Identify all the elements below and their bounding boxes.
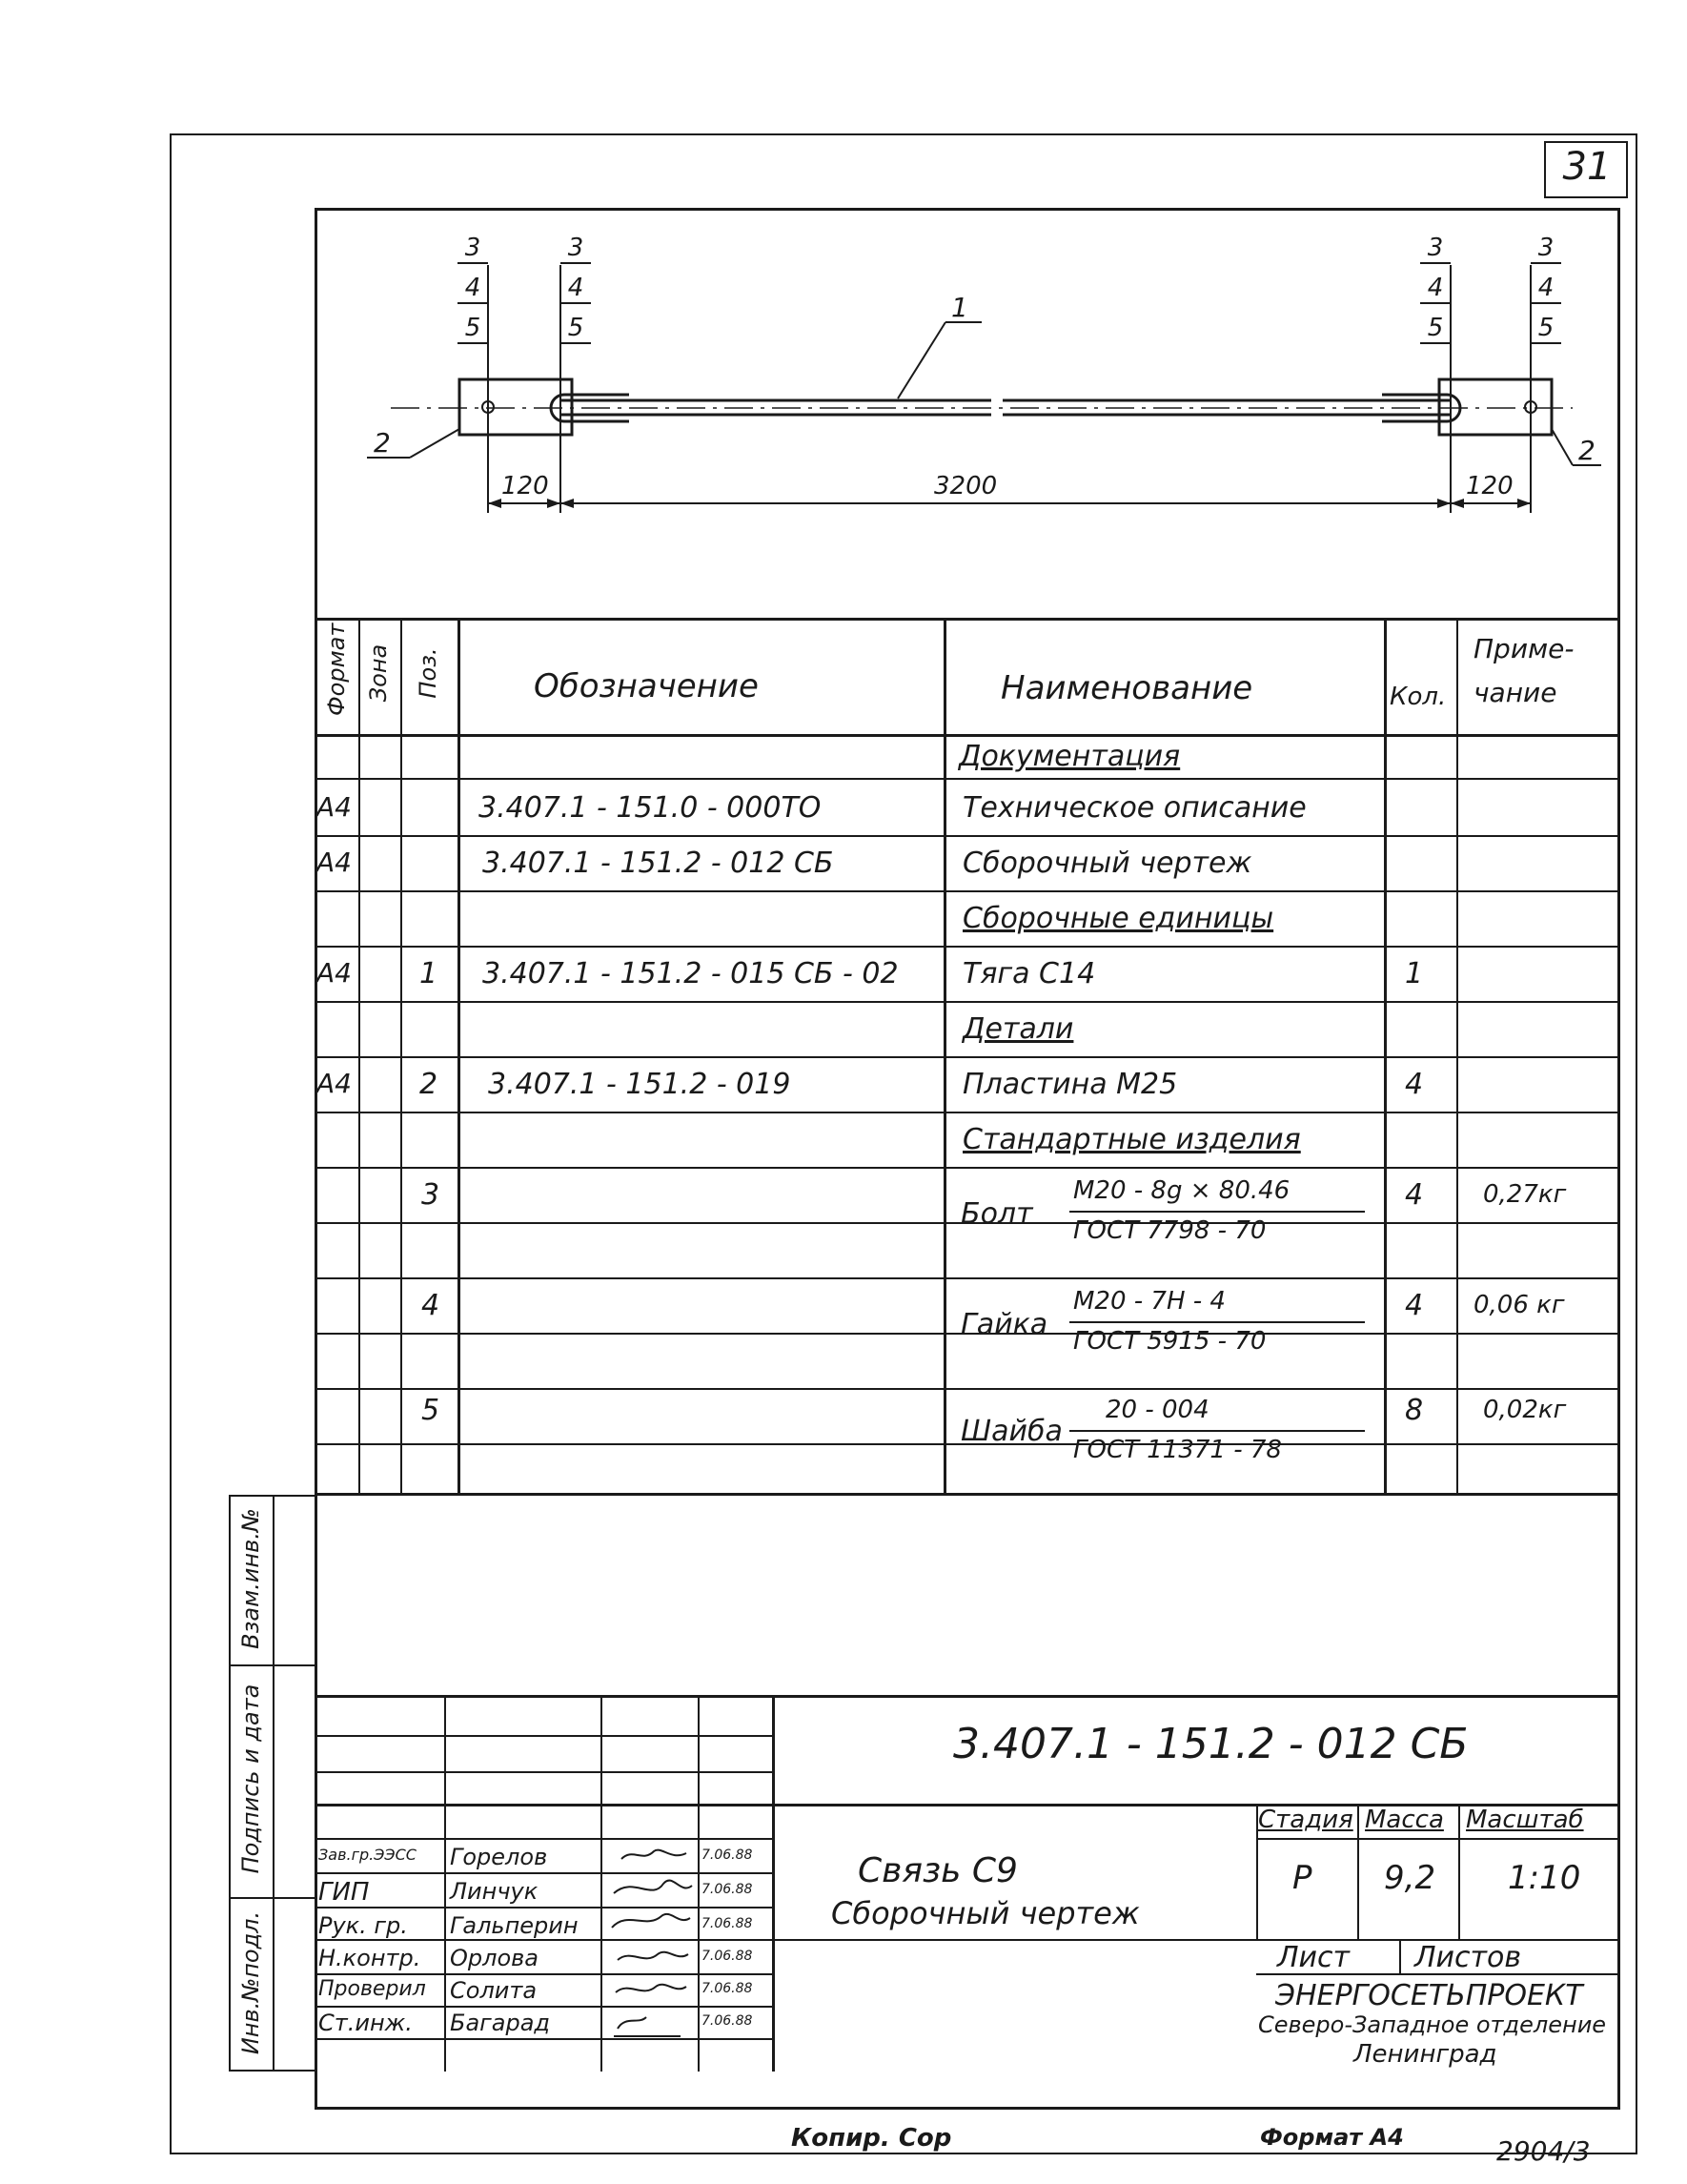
doc-code: 3.407.1 - 151.2 - 012 СБ xyxy=(953,1720,1469,1768)
sheet-number: 31 xyxy=(1562,145,1612,189)
date-3: 7.06.88 xyxy=(701,1949,753,1964)
doc2-format: А4 xyxy=(316,847,352,878)
role-2: Рук. гр. xyxy=(318,1912,408,1939)
row-line xyxy=(315,1388,1620,1390)
asm1-format: А4 xyxy=(316,957,352,989)
std3-name: Шайба xyxy=(961,1415,1063,1448)
std1-pos: 3 xyxy=(421,1178,440,1212)
scale-label: Масштаб xyxy=(1466,1806,1584,1834)
callout-l1-a: 3 xyxy=(464,234,481,262)
side-stamp-inv-orig: Инв.№подл. xyxy=(237,1910,264,2055)
std2-name: Гайка xyxy=(961,1308,1048,1341)
tb-right-col xyxy=(1399,1939,1401,1973)
tb-right-col xyxy=(1357,1804,1359,1939)
sheets-label: Листов xyxy=(1414,1941,1522,1974)
org-city: Ленинград xyxy=(1353,2040,1497,2069)
header-designation: Обозначение xyxy=(534,667,759,705)
header-qty: Кол. xyxy=(1390,683,1447,711)
doc2-name: Сборочный чертеж xyxy=(963,847,1252,880)
part1-qty: 4 xyxy=(1405,1068,1424,1101)
signatures xyxy=(604,1838,698,2072)
side-stamp-divider xyxy=(273,1495,274,2072)
sheet-label: Лист xyxy=(1277,1941,1351,1974)
date-4: 7.06.88 xyxy=(701,1981,753,1996)
tb-row xyxy=(315,1907,774,1908)
header-zone: Зона xyxy=(365,643,392,703)
part1-format: А4 xyxy=(316,1068,352,1099)
leader-1-label: 1 xyxy=(951,292,968,323)
part1-name: Пластина М25 xyxy=(963,1068,1178,1101)
mass-label: Масса xyxy=(1365,1806,1444,1834)
part1-pos: 2 xyxy=(419,1068,438,1101)
std3-spec: 20 - 004 xyxy=(1106,1396,1209,1424)
tb-row xyxy=(315,2006,774,2008)
tb-row xyxy=(315,1735,774,1737)
row-line xyxy=(315,1167,1620,1169)
side-stamp-row xyxy=(229,1664,316,1666)
leader-2-left-label: 2 xyxy=(374,427,391,459)
callout-r2-c: 5 xyxy=(1537,314,1555,342)
callout-r1-b: 4 xyxy=(1427,274,1444,302)
asm1-name: Тяга С14 xyxy=(963,957,1096,990)
callout-l2-c: 5 xyxy=(567,314,584,342)
person-5: Багарад xyxy=(450,2010,551,2036)
std3-qty: 8 xyxy=(1405,1394,1424,1427)
title-line-2: Сборочный чертеж xyxy=(831,1895,1140,1931)
std1-note: 0,27кг xyxy=(1483,1180,1567,1209)
std1-fraction-bar xyxy=(1069,1211,1365,1213)
side-stamp-inv-sub: Взам.инв.№ xyxy=(237,1508,264,1649)
stage-value: Р xyxy=(1292,1859,1312,1897)
tb-right-col xyxy=(1458,1804,1460,1939)
row-line xyxy=(315,835,1620,837)
left-plate xyxy=(459,379,572,435)
col-line xyxy=(944,618,946,1495)
std3-note: 0,02кг xyxy=(1483,1396,1567,1424)
right-plate xyxy=(1439,379,1552,435)
date-2: 7.06.88 xyxy=(701,1916,753,1931)
dim-left: 120 xyxy=(501,472,549,500)
tb-col xyxy=(698,1695,700,2072)
org-branch: Северо-Западное отделение xyxy=(1258,2011,1607,2038)
std2-standard: ГОСТ 5915 - 70 xyxy=(1073,1327,1267,1356)
role-3: Н.контр. xyxy=(318,1945,421,1971)
header-pos: Поз. xyxy=(415,647,441,699)
callout-l2-a: 3 xyxy=(567,234,584,262)
tb-row xyxy=(315,1838,774,1840)
row-line xyxy=(315,1056,1620,1058)
tb-row xyxy=(315,1872,774,1874)
person-3: Орлова xyxy=(450,1945,539,1971)
header-note-2: чание xyxy=(1474,677,1557,708)
row-line xyxy=(315,946,1620,948)
tb-row xyxy=(315,2038,774,2040)
mass-value: 9,2 xyxy=(1384,1859,1436,1897)
part1-designation: 3.407.1 - 151.2 - 019 xyxy=(488,1068,791,1101)
col-line xyxy=(400,618,402,1495)
row-line xyxy=(315,1001,1620,1003)
leader-2-right-label: 2 xyxy=(1578,435,1596,466)
stage-label: Стадия xyxy=(1258,1806,1353,1834)
section-documentation: Документация xyxy=(959,740,1181,773)
tb-row xyxy=(315,1973,774,1975)
tb-right-row xyxy=(1256,1838,1620,1840)
tb-col xyxy=(600,1695,602,2072)
std1-qty: 4 xyxy=(1405,1178,1424,1212)
table-header-bottom xyxy=(315,734,1620,737)
header-note-1: Приме- xyxy=(1474,633,1575,664)
row-line xyxy=(315,1277,1620,1279)
role-5: Ст.инж. xyxy=(318,2010,413,2036)
date-5: 7.06.88 xyxy=(701,2013,753,2029)
std1-standard: ГОСТ 7798 - 70 xyxy=(1073,1216,1267,1245)
footer-copied: Копир. Сор xyxy=(791,2124,952,2153)
callout-r2-a: 3 xyxy=(1537,234,1555,262)
table-bottom-border xyxy=(315,1493,1620,1496)
row-line xyxy=(315,890,1620,892)
section-standard: Стандартные изделия xyxy=(963,1123,1301,1156)
std3-standard: ГОСТ 11371 - 78 xyxy=(1073,1436,1282,1464)
std3-pos: 5 xyxy=(421,1394,440,1427)
person-0: Горелов xyxy=(450,1844,548,1870)
callout-l1-b: 4 xyxy=(464,274,481,302)
assembly-drawing xyxy=(315,208,1620,618)
person-4: Солита xyxy=(450,1977,538,2004)
org-name: ЭНЕРГОСЕТЬПРОЕКТ xyxy=(1275,1979,1583,2012)
dim-right: 120 xyxy=(1466,472,1514,500)
tb-col xyxy=(444,1695,446,2072)
callout-l2-b: 4 xyxy=(567,274,584,302)
header-name: Наименование xyxy=(1001,669,1253,707)
callout-l1-c: 5 xyxy=(464,314,481,342)
tb-col xyxy=(772,1695,775,2072)
dim-middle: 3200 xyxy=(934,472,998,500)
table-top-border xyxy=(315,618,1620,621)
std2-note: 0,06 кг xyxy=(1474,1291,1565,1319)
std2-qty: 4 xyxy=(1405,1289,1424,1322)
std2-fraction-bar xyxy=(1069,1321,1365,1323)
doc1-designation: 3.407.1 - 151.0 - 000ТО xyxy=(478,791,822,825)
person-1: Линчук xyxy=(450,1878,539,1905)
doc1-format: А4 xyxy=(316,791,352,823)
doc1-name: Техническое описание xyxy=(963,791,1307,825)
callout-r1-c: 5 xyxy=(1427,314,1444,342)
role-4: Проверил xyxy=(318,1977,426,2001)
col-line xyxy=(358,618,360,1495)
col-line xyxy=(457,618,460,1495)
person-2: Гальперин xyxy=(450,1912,579,1939)
date-0: 7.06.88 xyxy=(701,1847,753,1863)
scale-value: 1:10 xyxy=(1508,1859,1581,1897)
std3-fraction-bar xyxy=(1069,1430,1365,1432)
title-line-1: Связь С9 xyxy=(858,1851,1018,1890)
callout-r1-a: 3 xyxy=(1427,234,1444,262)
header-format: Формат xyxy=(323,623,350,716)
callout-r2-b: 4 xyxy=(1537,274,1555,302)
role-0: Зав.гр.ЭЭСС xyxy=(318,1846,417,1864)
std1-name: Болт xyxy=(961,1197,1033,1231)
col-line xyxy=(1384,618,1387,1495)
date-1: 7.06.88 xyxy=(701,1882,753,1897)
row-line xyxy=(315,1112,1620,1113)
footer-format: Формат А4 xyxy=(1260,2124,1404,2151)
title-block-top xyxy=(315,1695,1620,1698)
asm1-designation: 3.407.1 - 151.2 - 015 СБ - 02 xyxy=(482,957,899,990)
asm1-qty: 1 xyxy=(1405,957,1424,990)
std2-spec: М20 - 7Н - 4 xyxy=(1073,1287,1226,1316)
section-assemblies: Сборочные единицы xyxy=(963,902,1274,935)
asm1-pos: 1 xyxy=(419,957,438,990)
tb-row xyxy=(315,1771,774,1773)
std1-spec: М20 - 8g × 80.46 xyxy=(1073,1176,1291,1205)
side-stamp-sign-date: Подпись и дата xyxy=(237,1684,264,1874)
footer-archive: 2904/3 xyxy=(1496,2135,1591,2167)
doc2-designation: 3.407.1 - 151.2 - 012 СБ xyxy=(482,847,834,880)
section-parts: Детали xyxy=(963,1012,1074,1046)
col-line xyxy=(1456,618,1458,1495)
std2-pos: 4 xyxy=(421,1289,440,1322)
row-line xyxy=(315,778,1620,780)
role-1: ГИП xyxy=(318,1878,370,1907)
